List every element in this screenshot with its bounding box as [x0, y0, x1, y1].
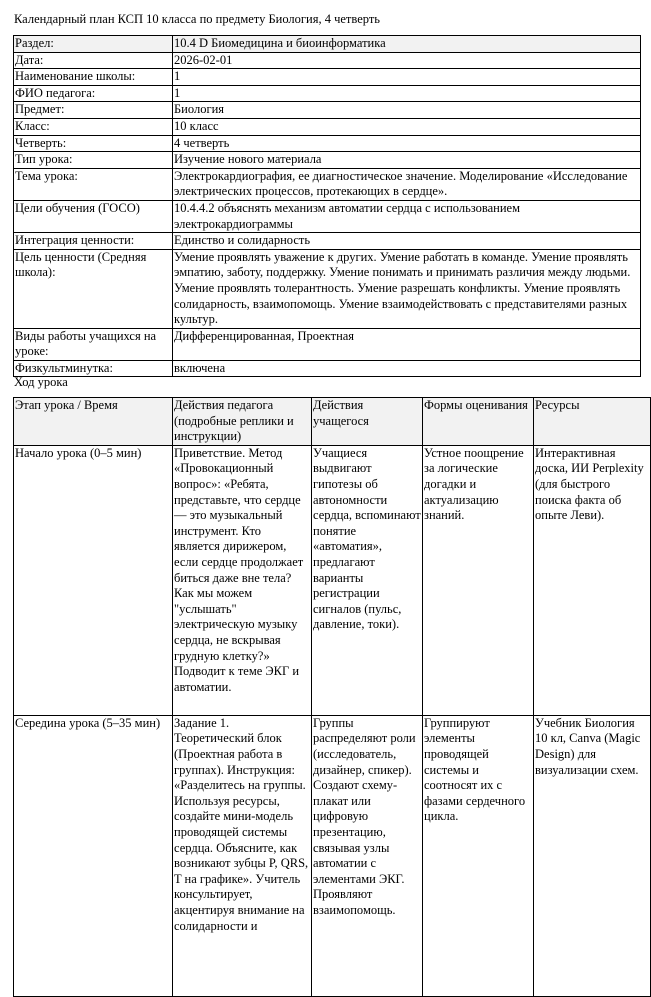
stage-cell: Середина урока (5–35 мин): [14, 715, 173, 996]
info-label: Раздел:: [14, 36, 173, 53]
info-row-teacher-name: [14, 85, 641, 102]
document-title: Календарный план КСП 10 класса по предмету Биология, 4 четверть: [14, 12, 381, 26]
assessment-cell: Группируют элементы проводящей системы и соотносят их с фазами сердечного цикла.: [423, 715, 534, 996]
info-value: Изучение нового материала: [173, 152, 641, 169]
info-label: Цели обучения (ГОСО): [14, 200, 173, 232]
info-label: Наименование школы:: [14, 69, 173, 86]
info-value: 1: [173, 69, 641, 86]
info-label: Цель ценности (Средняя школа):: [14, 249, 173, 328]
info-row-subject: [14, 102, 641, 119]
column-header-resources: Ресурсы: [534, 398, 651, 446]
assessment-cell: Устное поощрение за логические догадки и актуализацию знаний.: [423, 445, 534, 715]
info-row-learning-goals: [14, 200, 641, 232]
stage-cell: Начало урока (0–5 мин): [14, 445, 173, 715]
info-row-value-goal: [14, 249, 641, 328]
teacher-actions-cell: Приветствие. Метод «Провокационный вопрос»: «Ребята, представьте, что сердце — это музыкальный инструмент. Кто является дирижером, если сердце продолжает биться даже вне тела? Как мы можем "услышать" электрическую музыку сердца, не вскрывая грудную клетку?» Подводит к теме ЭКГ и автоматии.: [173, 445, 312, 715]
lesson-flow-table: [13, 397, 651, 997]
info-row-lesson-type: [14, 152, 641, 169]
info-label: ФИО педагога:: [14, 85, 173, 102]
info-row-topic: [14, 168, 641, 200]
info-label: Тема урока:: [14, 168, 173, 200]
info-label: Интеграция ценности:: [14, 233, 173, 250]
column-header-student-actions: Действия учащегося: [312, 398, 423, 446]
column-header-assessment: Формы оценивания: [423, 398, 534, 446]
info-row-grade: [14, 118, 641, 135]
info-row-exercise-break: [14, 360, 641, 377]
info-label: Физкультминутка:: [14, 360, 173, 377]
table-row: [14, 445, 651, 715]
lesson-info-table: [13, 35, 641, 377]
info-value: 2026-02-01: [173, 52, 641, 69]
info-value: 10.4.4.2 объяснять механизм автоматии сердца с использованием электрокардиограммы: [173, 200, 641, 232]
info-label: Дата:: [14, 52, 173, 69]
column-header-stage: Этап урока / Время: [14, 398, 173, 446]
info-label: Виды работы учащихся на уроке:: [14, 328, 173, 360]
info-value: Биология: [173, 102, 641, 119]
student-actions-cell: Учащиеся выдвигают гипотезы об автономности сердца, вспоминают понятие «автоматия», предлагают варианты регистрации сигналов (пульс, давление, токи).: [312, 445, 423, 715]
column-header-teacher-actions: Действия педагога (подробные реплики и инструкции): [173, 398, 312, 446]
info-row-work-types: [14, 328, 641, 360]
table-row: [14, 715, 651, 996]
info-value: 4 четверть: [173, 135, 641, 152]
resources-cell: Учебник Биология 10 кл, Canva (Magic Design) для визуализации схем.: [534, 715, 651, 996]
info-value: 1: [173, 85, 641, 102]
info-label: Четверть:: [14, 135, 173, 152]
info-value: 10 класс: [173, 118, 641, 135]
info-row-school: [14, 69, 641, 86]
info-row-value-integration: [14, 233, 641, 250]
info-value: Дифференцированная, Проектная: [173, 328, 641, 360]
info-value: Умение проявлять уважение к других. Умение работать в команде. Умение проявлять эмпатию, заботу, поддержку. Умение понимать и принимать различия между людьми. Умение проявлять толерантность. Умение разрешать конфликты. Умение проявлять солидарность, взаимопомощь. Умение взаимодействовать с представителями разных культур.: [173, 249, 641, 328]
info-value: Электрокардиография, ее диагностическое значение. Моделирование «Исследование электрических процессов, протекающих в сердце».: [173, 168, 641, 200]
table-header-row: [14, 398, 651, 446]
info-value: 10.4 D Биомедицина и биоинформатика: [173, 36, 641, 53]
teacher-actions-cell: Задание 1. Теоретический блок (Проектная работа в группах). Инструкция: «Разделитесь на группы. Используя ресурсы, создайте мини-модель проводящей системы сердца. Объясните, как возникают зубцы P, QRS, T на графике». Учитель консультирует, акцентируя внимание на солидарности и: [173, 715, 312, 996]
info-row-date: [14, 52, 641, 69]
info-row-section: [14, 36, 641, 53]
student-actions-cell: Группы распределяют роли (исследователь, дизайнер, спикер). Создают схему-плакат или цифровую презентацию, связывая узлы автоматии с элементами ЭКГ. Проявляют взаимопомощь.: [312, 715, 423, 996]
info-label: Класс:: [14, 118, 173, 135]
info-label: Предмет:: [14, 102, 173, 119]
lesson-flow-heading: Ход урока: [14, 375, 68, 389]
info-row-quarter: [14, 135, 641, 152]
info-value: включена: [173, 360, 641, 377]
resources-cell: Интерактивная доска, ИИ Perplexity (для быстрого поиска факта об опыте Леви).: [534, 445, 651, 715]
info-value: Единство и солидарность: [173, 233, 641, 250]
info-label: Тип урока:: [14, 152, 173, 169]
